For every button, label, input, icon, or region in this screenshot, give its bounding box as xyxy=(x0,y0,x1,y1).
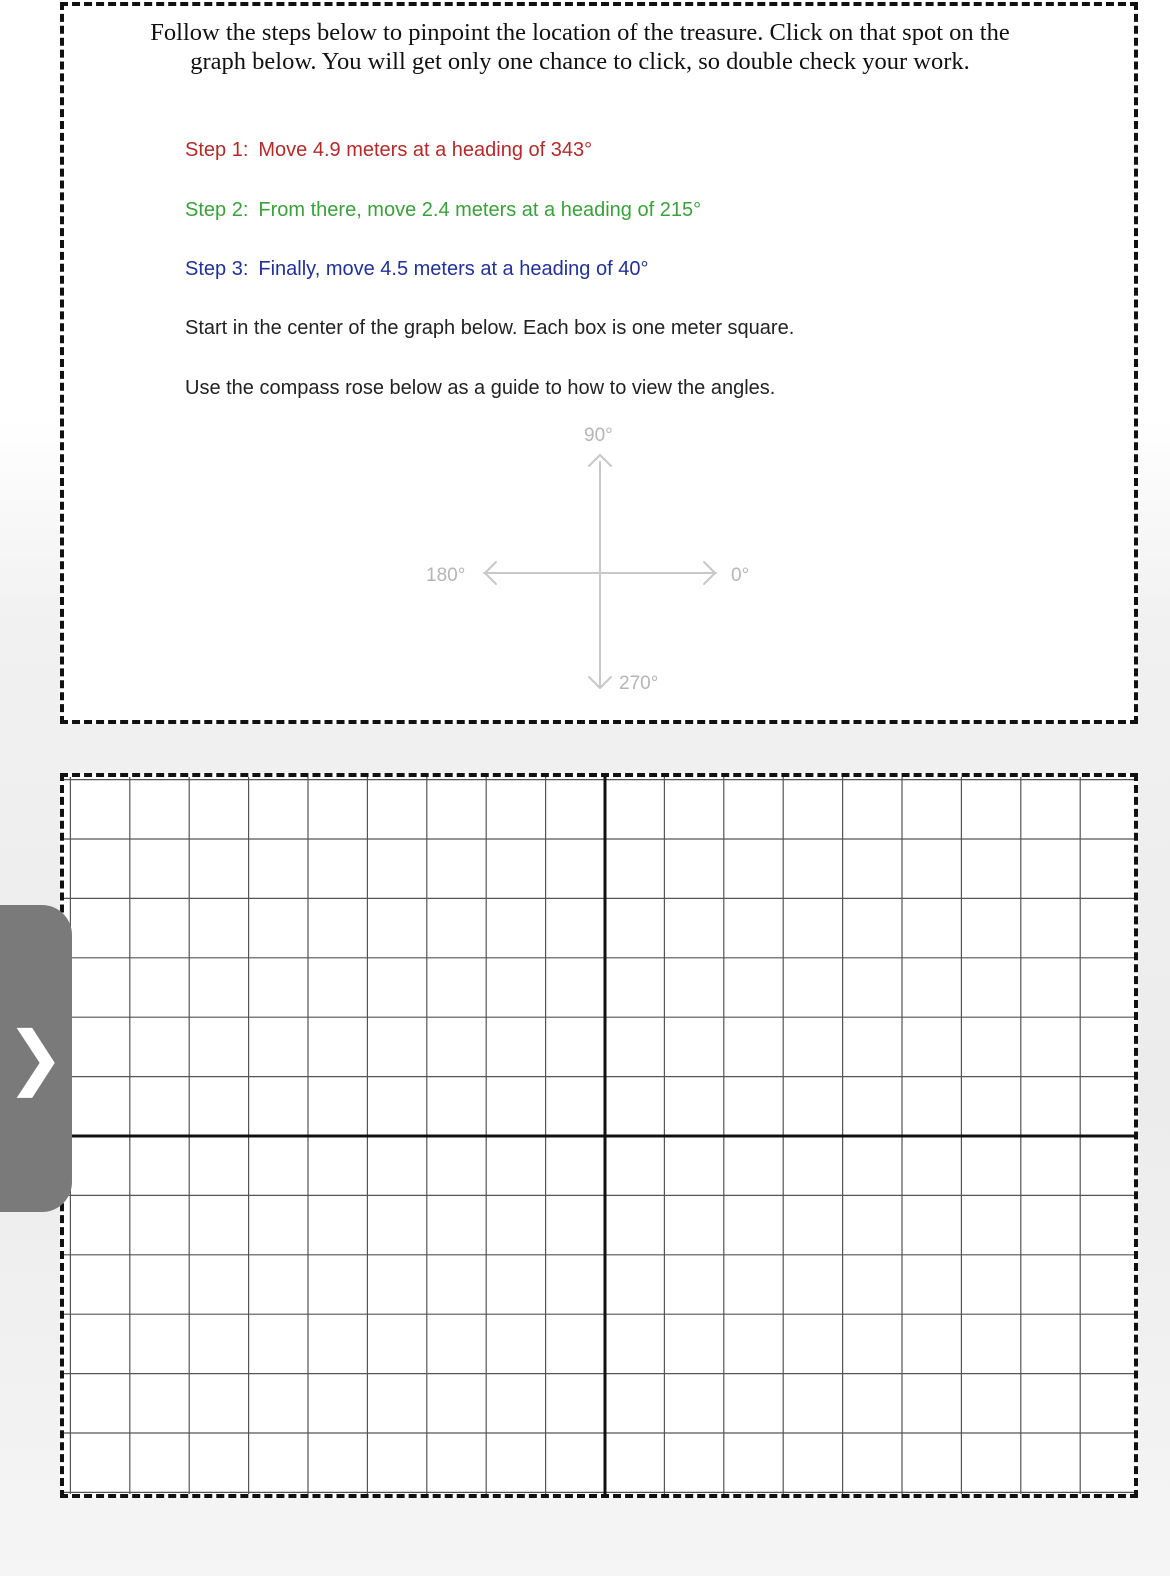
step-2-text: From there, move 2.4 meters at a heading of 215° xyxy=(258,199,702,221)
step-1-prefix: Step 1: xyxy=(185,139,249,161)
step-1-text: Move 4.9 meters at a heading of 343° xyxy=(258,139,593,161)
treasure-graph-panel[interactable] xyxy=(60,773,1138,1498)
start-note: Start in the center of the graph below. Each box is one meter square. xyxy=(185,317,795,339)
side-nav-tab[interactable] xyxy=(0,905,72,1212)
compass-label-south: 270° xyxy=(619,673,659,694)
instructions-text xyxy=(80,18,1080,76)
compass-label-west: 180° xyxy=(426,565,466,586)
step-3-prefix: Step 3: xyxy=(185,258,249,280)
instructions-line-1: Follow the steps below to pinpoint the location of the treasure. Click on that spot on the xyxy=(150,19,1010,46)
step-1 xyxy=(185,138,592,162)
compass-label-north: 90° xyxy=(584,425,613,446)
compass-guide-note: Use the compass rose below as a guide to how to view the angles. xyxy=(185,377,776,399)
compass-rose xyxy=(460,440,760,700)
step-2-prefix: Step 2: xyxy=(185,199,249,221)
instructions-line-2: graph below. You will get only one chance to click, so double check your work. xyxy=(190,48,970,75)
compass-label-east: 0° xyxy=(731,565,750,586)
step-3-text: Finally, move 4.5 meters at a heading of 40° xyxy=(258,258,649,280)
chevron-right-icon: ❯ xyxy=(6,1016,65,1098)
step-2 xyxy=(185,198,701,222)
treasure-graph[interactable] xyxy=(64,777,1134,1494)
step-3 xyxy=(185,257,648,281)
